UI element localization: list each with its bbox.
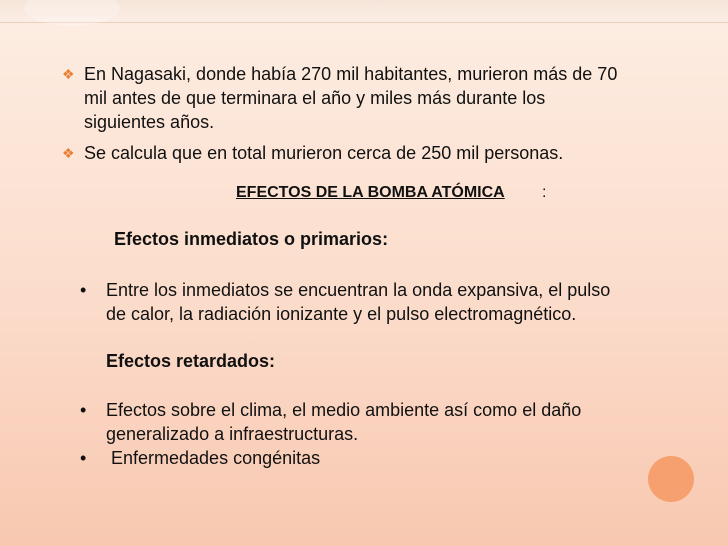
diamond-bullet-icon: ❖ bbox=[62, 66, 75, 82]
delayed-item-1-line-2: generalizado a infraestructuras. bbox=[106, 424, 359, 444]
immediate-effects-heading: Efectos inmediatos o primarios: bbox=[114, 229, 389, 249]
decorative-ghost-circle bbox=[24, 0, 120, 26]
delayed-item-1-line-1: Efectos sobre el clima, el medio ambiente así como el daño bbox=[106, 400, 582, 420]
section-title-colon: : bbox=[542, 184, 547, 201]
bullet-dot: • bbox=[80, 448, 87, 468]
delayed-effects-heading: Efectos retardados: bbox=[106, 351, 276, 371]
immediate-item-1-line-1: Entre los inmediatos se encuentran la onda expansiva, el pulso bbox=[106, 280, 611, 300]
bullet-dot: • bbox=[80, 280, 87, 300]
decorative-orange-circle bbox=[648, 456, 694, 502]
immediate-item-1-line-2: de calor, la radiación ionizante y el pulso electromagnético. bbox=[106, 304, 577, 324]
section-title: EFECTOS DE LA BOMBA ATÓMICA bbox=[236, 184, 505, 201]
slide-top-bar bbox=[0, 0, 728, 23]
bullet-dot: • bbox=[80, 400, 87, 420]
bullet-1-line-2: mil antes de que terminara el año y miles más durante los bbox=[84, 88, 546, 108]
diamond-bullet-icon: ❖ bbox=[62, 145, 75, 161]
bullet-1-line-1: En Nagasaki, donde había 270 mil habitantes, murieron más de 70 bbox=[84, 64, 618, 84]
bullet-1-line-3: siguientes años. bbox=[84, 112, 215, 132]
bullet-2-line-1: Se calcula que en total murieron cerca de 250 mil personas. bbox=[84, 143, 564, 163]
delayed-item-2-line-1: Enfermedades congénitas bbox=[106, 448, 321, 468]
